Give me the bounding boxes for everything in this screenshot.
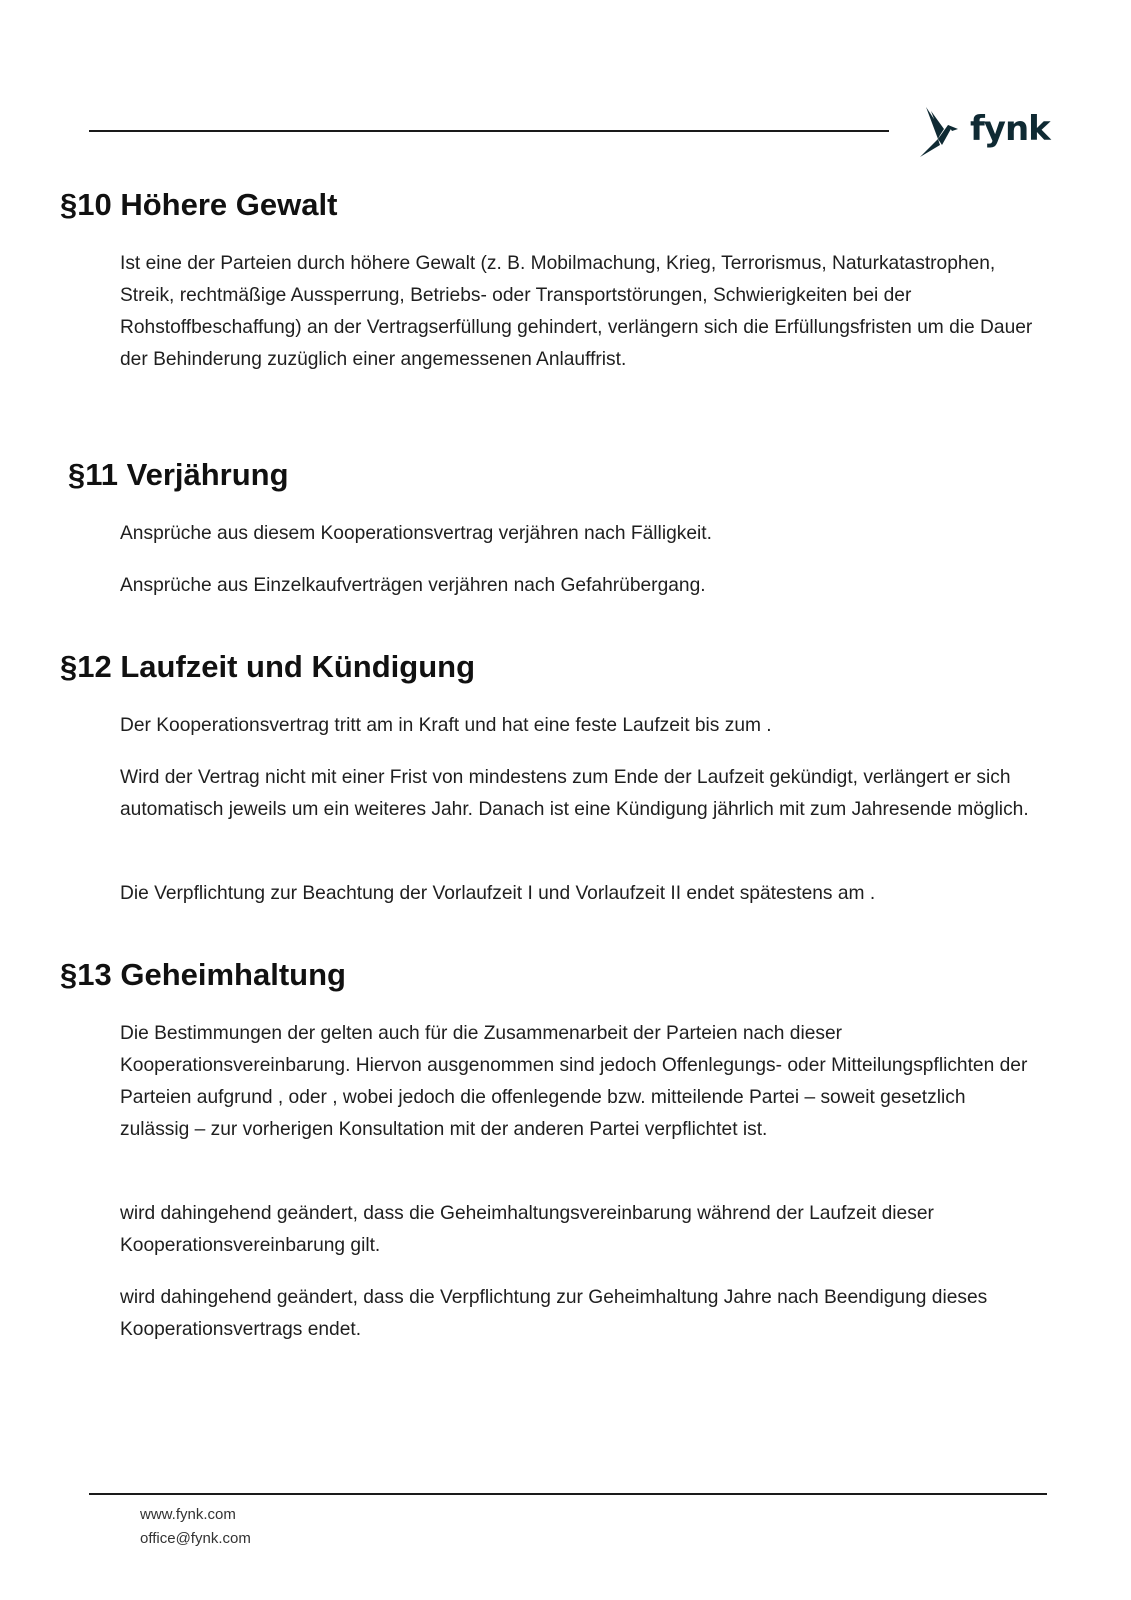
header-divider — [89, 130, 889, 132]
section-12-paragraph-1: Der Kooperationsvertrag tritt am in Kraft und hat eine feste Laufzeit bis zum . — [120, 715, 772, 736]
logo-text: fynk — [970, 109, 1050, 149]
section-heading-10: §10 Höhere Gewalt — [60, 187, 338, 222]
section-13-paragraph-2: wird dahingehend geändert, dass die Geheimhaltungsvereinbarung während der Laufzeit dieser Kooperationsvereinbarung gilt. — [120, 1203, 934, 1256]
section-heading-12: §12 Laufzeit und Kündigung — [60, 649, 476, 684]
section-13-paragraph-3: wird dahingehend geändert, dass die Verpflichtung zur Geheimhaltung Jahre nach Beendigung dieses Kooperationsvertrags endet. — [120, 1287, 988, 1340]
bird-logo-icon — [918, 105, 964, 159]
section-10-paragraph-1: Ist eine der Parteien durch höhere Gewalt (z. B. Mobilmachung, Krieg, Terrorismus, Naturkatastrophen, Streik, rechtmäßige Aussperrung, Betriebs- oder Transportstörungen, Schwierigkeiten bei der Rohstoffbeschaffung) an der Vertragserfüllung gehindert, verlängern sich die Erfüllungsfristen um die Dauer der Behinderung zuzüglich einer angemessenen Anlauffrist. — [120, 253, 1033, 370]
footer-email-link[interactable]: office@fynk.com — [140, 1530, 251, 1547]
section-12-paragraph-3: Die Verpflichtung zur Beachtung der Vorlaufzeit I und Vorlaufzeit II endet spätestens am . — [120, 883, 876, 904]
section-11-paragraph-2: Ansprüche aus Einzelkaufverträgen verjähren nach Gefahrübergang. — [120, 575, 706, 596]
section-12-paragraph-2: Wird der Vertrag nicht mit einer Frist von mindestens zum Ende der Laufzeit gekündigt, verlängert er sich automatisch jeweils um ein weiteres Jahr. Danach ist eine Kündigung jährlich mit zum Jahresende möglich. — [120, 767, 1029, 820]
brand-logo — [918, 104, 1050, 160]
footer-website-link[interactable]: www.fynk.com — [140, 1506, 236, 1523]
footer-divider — [89, 1493, 1047, 1495]
section-11-paragraph-1: Ansprüche aus diesem Kooperationsvertrag verjähren nach Fälligkeit. — [120, 523, 712, 544]
section-13-paragraph-1: Die Bestimmungen der gelten auch für die Zusammenarbeit der Parteien nach dieser Kooperationsvereinbarung. Hiervon ausgenommen sind jedoch Offenlegungs- oder Mitteilungspflichten der Parteien aufgrund , oder , wobei jedoch die offenlegende bzw. mitteilende Partei – soweit gesetzlich zulässig – zur vorherigen Konsultation mit der anderen Partei verpflichtet ist. — [120, 1023, 1028, 1140]
section-heading-11: §11 Verjährung — [68, 457, 289, 492]
section-heading-13: §13 Geheimhaltung — [60, 957, 346, 992]
